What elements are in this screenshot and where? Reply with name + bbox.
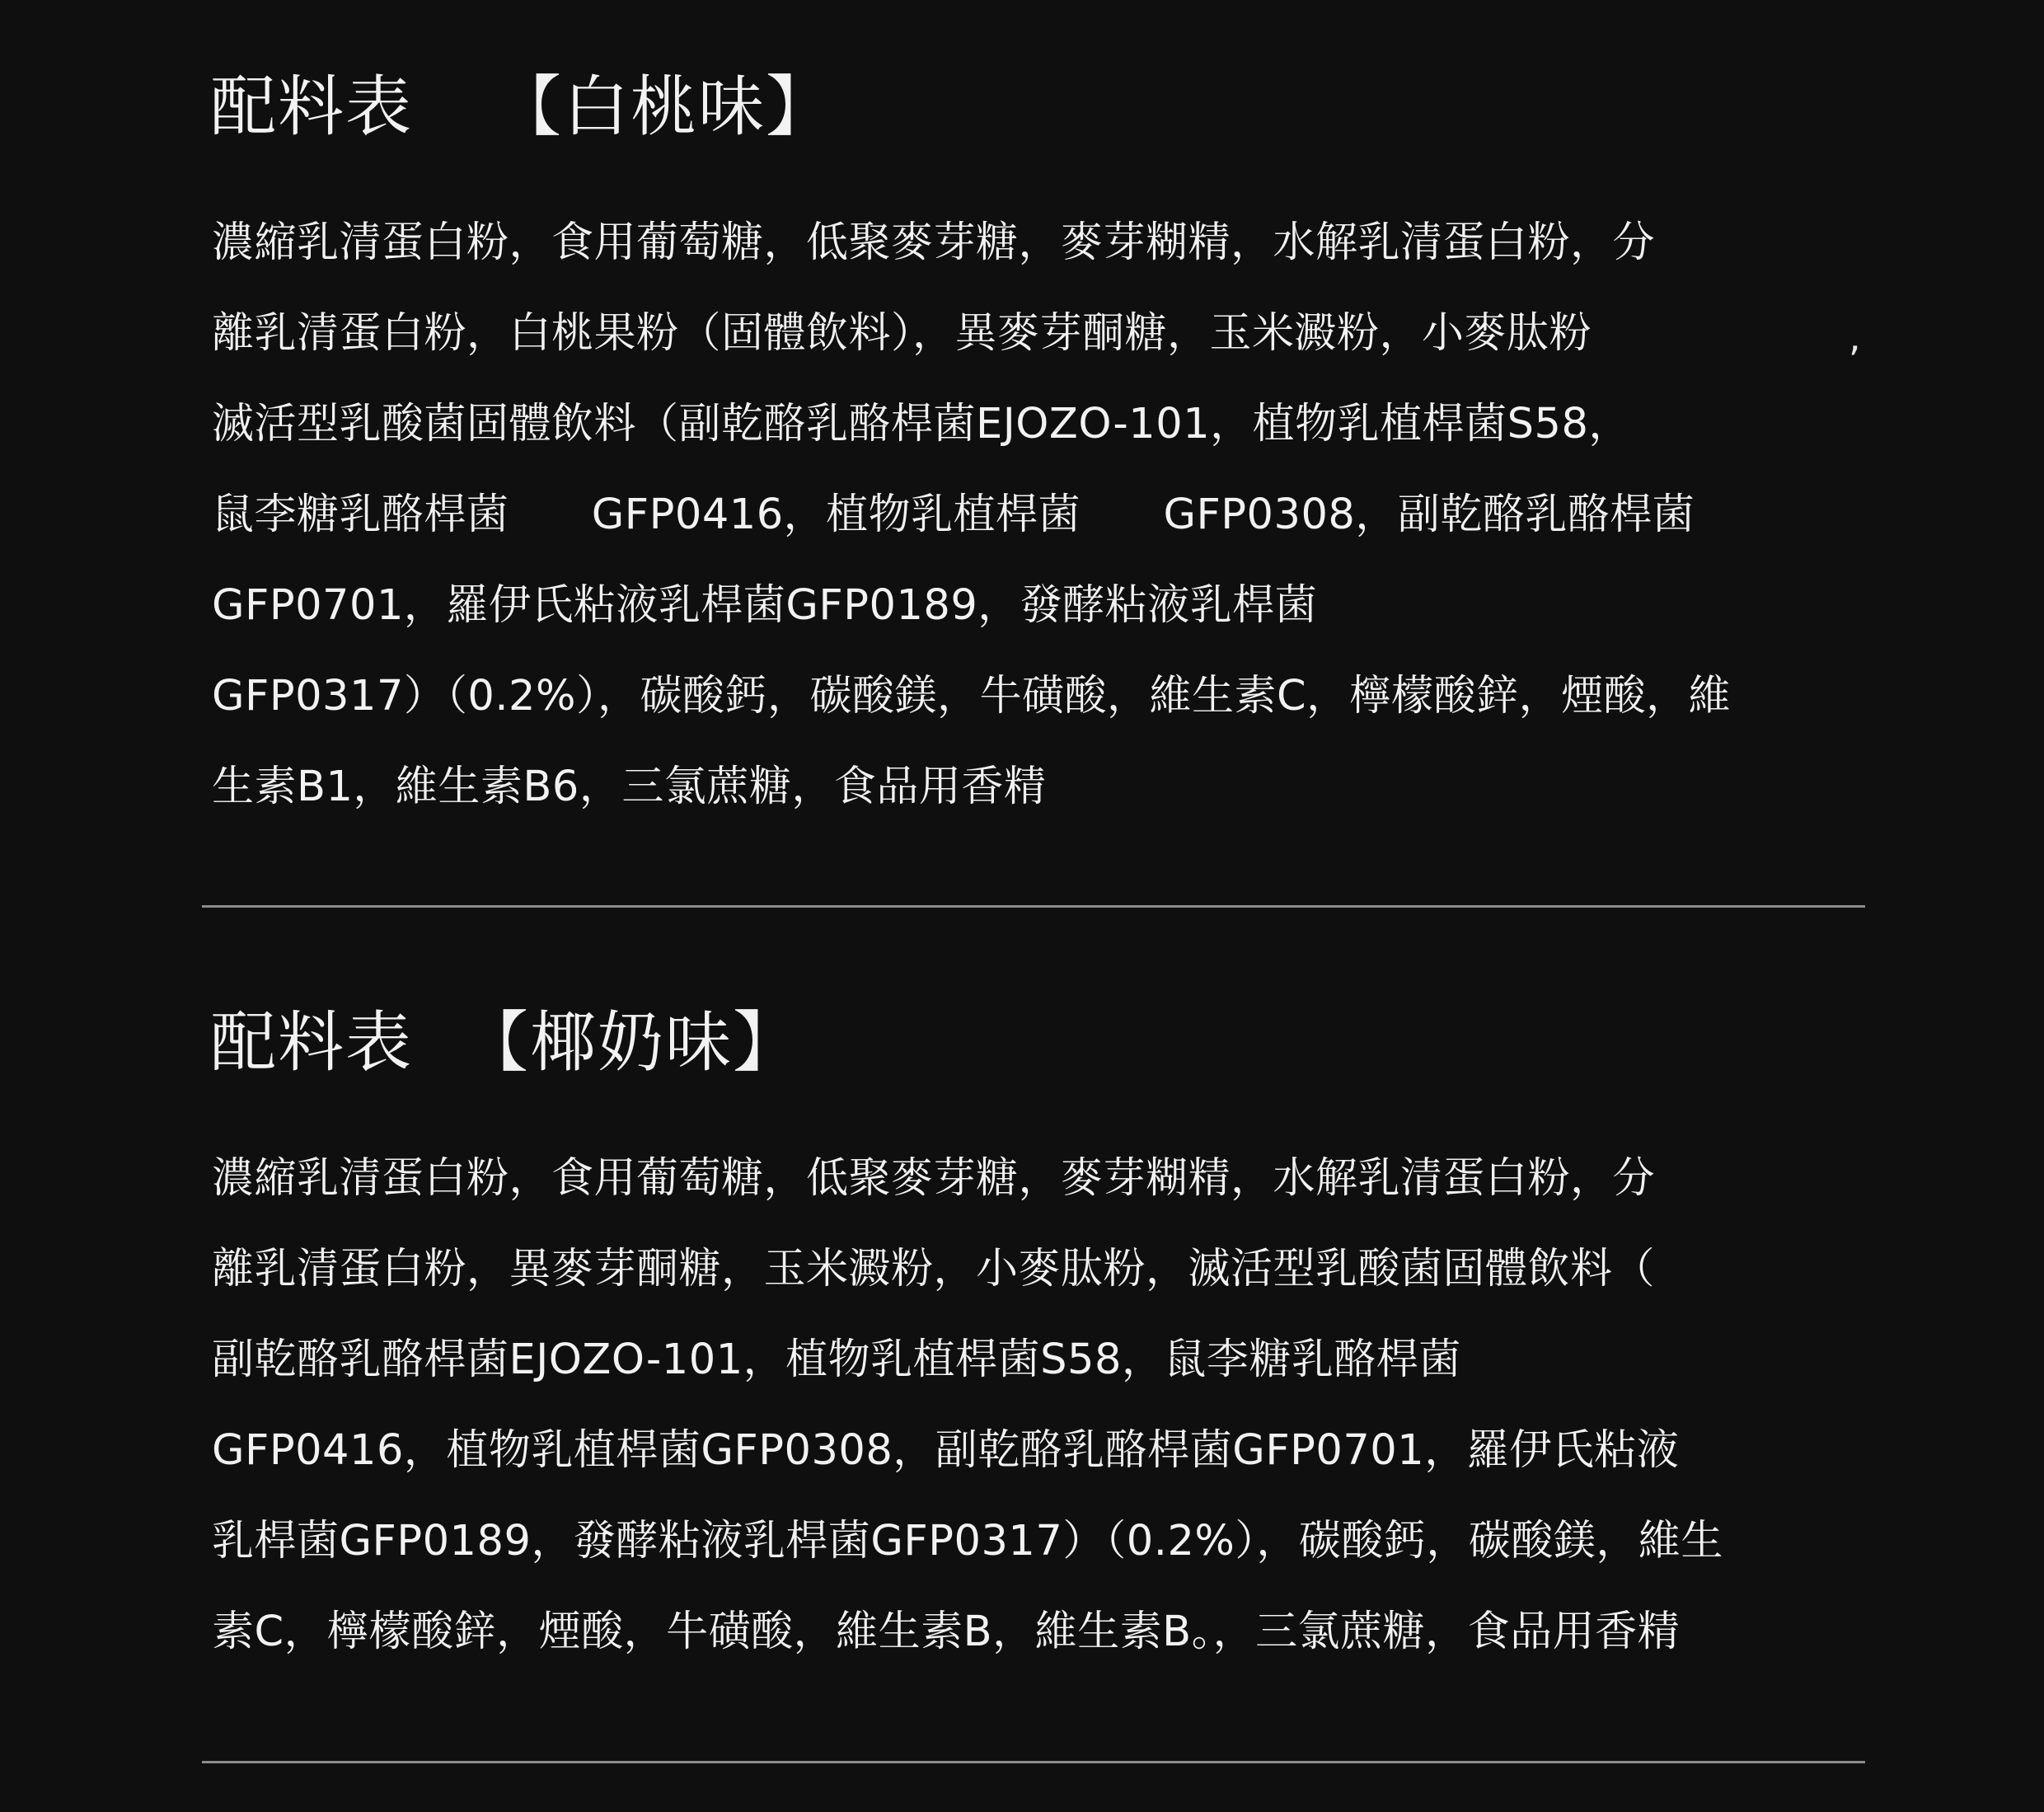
section-divider [202,905,1865,908]
section-title [210,1002,1867,1084]
ingredients-section-coconut-milk [202,1002,1867,1678]
section-title [210,66,1867,148]
ingredient-line: 素C，檸檬酸鋅，煙酸，牛磺酸，維生素B，維生素B。，三氯蔗糖，食品用香精 [212,1608,1681,1656]
ingredient-line: 乳桿菌GFP0189，發酵粘液乳桿菌GFP0317）（0.2%），碳酸鈣，碳酸鎂，維生 [212,1517,1723,1566]
ingredient-line: 鼠李糖乳酪桿菌 GFP0416，植物乳植桿菌 GFP0308，副乾酪乳酪桿菌 [212,491,1695,539]
ingredient-line: GFP0317）（0.2%），碳酸鈣，碳酸鎂，牛磺酸，維生素C，檸檬酸鋅，煙酸，維 [212,672,1732,721]
ingredient-line: 濃縮乳清蛋白粉，食用葡萄糖，低聚麥芽糖，麥芽糊精，水解乳清蛋白粉，分 [212,1154,1656,1203]
flavor-label: 【白桃味】 [495,68,833,145]
section-heading: 配料表 [210,1004,413,1081]
ingredient-list [212,198,1867,833]
stray-comma-mark: , [1849,315,1861,359]
ingredient-line: 離乳清蛋白粉，白桃果粉（固體飲料），異麥芽酮糖，玉米澱粉，小麥肽粉 [212,309,1592,358]
ingredient-line: GFP0701，羅伊氏粘液乳桿菌GFP0189，發酵粘液乳桿菌 [212,581,1318,630]
ingredient-line: 離乳清蛋白粉，異麥芽酮糖，玉米澱粉，小麥肽粉，滅活型乳酸菌固體飲料（ [212,1245,1656,1293]
section-divider [202,1761,1865,1763]
ingredient-line: 滅活型乳酸菌固體飲料（副乾酪乳酪桿菌EJOZO-101，植物乳植桿菌S58， [212,400,1631,448]
ingredient-line: 生素B1，維生素B6，三氯蔗糖，食品用香精 [212,763,1047,811]
ingredient-line: 副乾酪乳酪桿菌EJOZO-101，植物乳植桿菌S58，鼠李糖乳酪桿菌 [212,1336,1461,1384]
ingredient-list [212,1134,1867,1678]
ingredient-line: 濃縮乳清蛋白粉，食用葡萄糖，低聚麥芽糖，麥芽糊精，水解乳清蛋白粉，分 [212,218,1656,267]
ingredient-line: GFP0416，植物乳植桿菌GFP0308，副乾酪乳酪桿菌GFP0701，羅伊氏粘液 [212,1426,1680,1475]
section-heading: 配料表 [210,68,413,145]
ingredients-section-white-peach [202,66,1867,833]
flavor-label: 【椰奶味】 [462,1004,800,1081]
